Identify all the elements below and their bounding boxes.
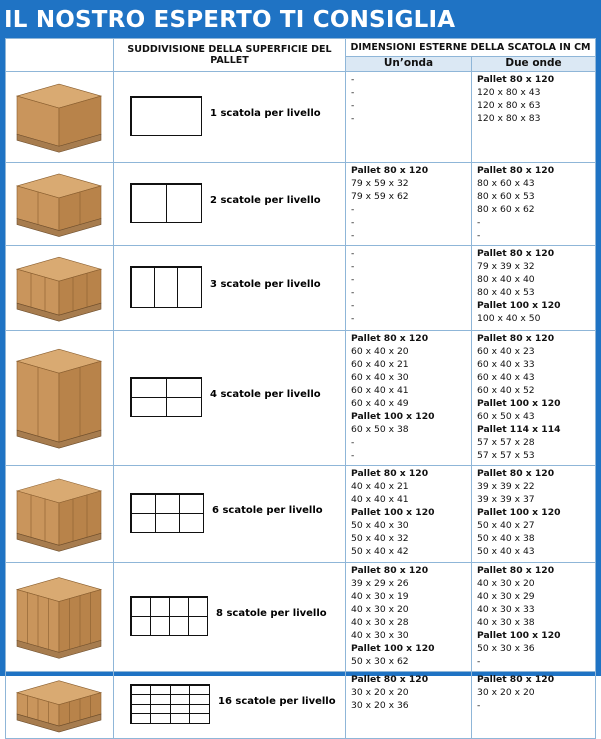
table-row [6, 466, 596, 563]
box-dimension: 79 x 39 x 32 [477, 261, 535, 272]
double-wave-header: Due onde [472, 57, 596, 72]
box-dimension: - [351, 437, 355, 448]
pallet-size-heading: Pallet 100 x 120 [477, 300, 561, 311]
box-dimension: 57 x 57 x 53 [477, 450, 535, 461]
box-dimension: 30 x 20 x 20 [351, 687, 409, 698]
pallet-image [6, 563, 114, 672]
box-dimension: 60 x 40 x 52 [477, 385, 535, 396]
single-wave-values [346, 672, 472, 739]
subdivision-diagram [130, 493, 204, 533]
box-dimension: 80 x 60 x 43 [477, 178, 535, 189]
box-dimension: 39 x 29 x 26 [351, 578, 409, 589]
pallet-image [6, 246, 114, 331]
box-dimension: 40 x 30 x 30 [351, 630, 409, 641]
box-dimension: 40 x 30 x 33 [477, 604, 535, 615]
pallet-image [6, 466, 114, 563]
pallet-size-heading: Pallet 80 x 120 [351, 333, 429, 344]
box-dimension: 100 x 40 x 50 [477, 313, 541, 324]
boxes-per-level-label: 4 scatole per livello [210, 389, 321, 400]
subdivision-cell-box [131, 713, 152, 724]
pallet-size-heading: Pallet 80 x 120 [477, 165, 555, 176]
subdivision-cell [114, 246, 346, 331]
table-row [6, 72, 596, 163]
box-dimension: - [351, 74, 355, 85]
subdivision-cell-box [131, 597, 151, 617]
subdivision-diagram [130, 183, 202, 223]
box-dimension: 50 x 30 x 36 [477, 643, 535, 654]
subdivision-cell-box [169, 616, 189, 636]
box-dimension: 30 x 20 x 36 [351, 700, 409, 711]
box-dimension: - [351, 261, 355, 272]
double-wave-values [472, 563, 596, 672]
pallet-size-heading: Pallet 80 x 120 [477, 565, 555, 576]
subdivision-cell-box [131, 397, 167, 417]
subdivision-cell-box [150, 616, 170, 636]
box-dimension: - [351, 248, 355, 259]
subdivision-cell [114, 672, 346, 739]
pallet-box-icon [6, 163, 112, 241]
double-wave-values [472, 163, 596, 246]
box-dimension: 80 x 60 x 53 [477, 191, 535, 202]
subdivision-cell-box [170, 713, 191, 724]
subdivision-cell [114, 163, 346, 246]
subdivision-cell-box [177, 267, 201, 308]
box-dimension: 40 x 30 x 19 [351, 591, 409, 602]
subdivision-cell-box [150, 713, 171, 724]
subdivision-cell-box [166, 184, 202, 223]
box-dimension: - [351, 274, 355, 285]
box-dimension: - [351, 287, 355, 298]
subdivision-header: SUDDIVISIONE DELLA SUPERFICIE DEL PALLET [114, 39, 346, 72]
subdivision-cell-box [166, 378, 202, 398]
pallet-box-icon [6, 246, 112, 326]
box-dimension: 60 x 40 x 49 [351, 398, 409, 409]
pallet-box-icon [6, 466, 112, 558]
box-dimension: 60 x 40 x 23 [477, 346, 535, 357]
boxes-per-level-label: 1 scatola per livello [210, 108, 321, 119]
pallet-size-heading: Pallet 114 x 114 [477, 424, 561, 435]
pallet-box-icon [6, 672, 112, 734]
subdivision-cell-box [166, 397, 202, 417]
box-dimension: 39 x 39 x 37 [477, 494, 535, 505]
single-wave-values [346, 563, 472, 672]
box-dimension: 79 x 59 x 32 [351, 178, 409, 189]
subdivision-cell-box [131, 378, 167, 398]
page-title: IL NOSTRO ESPERTO TI CONSIGLIA [4, 7, 456, 33]
box-dimension: 60 x 50 x 43 [477, 411, 535, 422]
box-dimension: 79 x 59 x 62 [351, 191, 409, 202]
box-dimension: - [351, 313, 355, 324]
pallet-size-heading: Pallet 100 x 120 [351, 643, 435, 654]
pallet-size-heading: Pallet 100 x 120 [351, 507, 435, 518]
dimensions-header: DIMENSIONI ESTERNE DELLA SCATOLA IN CM [346, 39, 596, 57]
box-dimension: - [351, 100, 355, 111]
subdivision-cell-box [150, 597, 170, 617]
box-dimension: - [351, 450, 355, 461]
header-image-cell [6, 39, 114, 72]
subdivision-cell-box [131, 97, 202, 136]
pallet-size-heading: Pallet 80 x 120 [351, 165, 429, 176]
double-wave-values [472, 672, 596, 739]
pallet-size-heading: Pallet 80 x 120 [477, 333, 555, 344]
box-dimension: 50 x 40 x 27 [477, 520, 535, 531]
subdivision-cell-box [188, 597, 208, 617]
boxes-per-level-label: 3 scatole per livello [210, 279, 321, 290]
pallet-image [6, 331, 114, 466]
single-wave-values [346, 246, 472, 331]
boxes-per-level-label: 2 scatole per livello [210, 195, 321, 206]
pallet-box-icon [6, 72, 112, 158]
box-dimension: 57 x 57 x 28 [477, 437, 535, 448]
box-dimension: 40 x 30 x 29 [477, 591, 535, 602]
single-wave-values [346, 72, 472, 163]
double-wave-values [472, 246, 596, 331]
subdivision-cell [114, 331, 346, 466]
pallet-size-heading: Pallet 80 x 120 [477, 74, 555, 85]
box-dimension: 80 x 60 x 62 [477, 204, 535, 215]
pallet-size-heading: Pallet 80 x 120 [351, 674, 429, 685]
double-wave-values [472, 72, 596, 163]
subdivision-diagram [130, 266, 202, 308]
subdivision-cell-box [169, 597, 189, 617]
pallet-size-heading: Pallet 100 x 120 [477, 630, 561, 641]
box-dimension: 40 x 30 x 20 [351, 604, 409, 615]
box-dimension: - [351, 87, 355, 98]
pallet-size-heading: Pallet 100 x 120 [477, 398, 561, 409]
subdivision-cell-box [179, 494, 204, 514]
box-dimension: 39 x 39 x 22 [477, 481, 535, 492]
subdivision-cell-box [131, 616, 151, 636]
box-dimension: 120 x 80 x 63 [477, 100, 541, 111]
subdivision-cell-box [131, 494, 156, 514]
boxes-per-level-label: 6 scatole per livello [212, 505, 323, 516]
double-wave-values [472, 466, 596, 563]
table-row [6, 563, 596, 672]
box-dimension: - [351, 300, 355, 311]
box-dimension: 60 x 40 x 33 [477, 359, 535, 370]
box-dimension: - [351, 204, 355, 215]
box-dimension: 50 x 40 x 30 [351, 520, 409, 531]
subdivision-cell-box [131, 513, 156, 533]
box-dimension: 120 x 80 x 83 [477, 113, 541, 124]
subdivision-cell [114, 563, 346, 672]
box-dimension: 60 x 40 x 21 [351, 359, 409, 370]
pallet-size-heading: Pallet 80 x 120 [351, 565, 429, 576]
single-wave-values [346, 331, 472, 466]
table-row [6, 163, 596, 246]
subdivision-diagram [130, 684, 210, 724]
subdivision-diagram [130, 596, 208, 636]
box-dimension: 50 x 40 x 42 [351, 546, 409, 557]
subdivision-cell-box [188, 616, 208, 636]
subdivision-cell [114, 72, 346, 163]
table-row [6, 672, 596, 739]
box-dimension: 40 x 30 x 28 [351, 617, 409, 628]
box-dimension: 50 x 40 x 43 [477, 546, 535, 557]
pallet-size-heading: Pallet 80 x 120 [477, 674, 555, 685]
pallet-size-heading: Pallet 80 x 120 [477, 468, 555, 479]
box-dimension: 60 x 40 x 20 [351, 346, 409, 357]
box-dimension: - [351, 113, 355, 124]
single-wave-values [346, 163, 472, 246]
boxes-per-level-label: 8 scatole per livello [216, 608, 327, 619]
box-dimension: 30 x 20 x 20 [477, 687, 535, 698]
pallet-box-icon [6, 331, 112, 461]
box-dimension: - [351, 217, 355, 228]
pallet-size-heading: Pallet 80 x 120 [351, 468, 429, 479]
box-dimension: 60 x 40 x 41 [351, 385, 409, 396]
box-dimension: 60 x 50 x 38 [351, 424, 409, 435]
box-dimension: 50 x 40 x 32 [351, 533, 409, 544]
pallet-size-heading: Pallet 100 x 120 [477, 507, 561, 518]
box-dimension: 80 x 40 x 53 [477, 287, 535, 298]
box-dimension: 40 x 40 x 21 [351, 481, 409, 492]
double-wave-values [472, 331, 596, 466]
subdivision-cell-box [131, 184, 167, 223]
box-dimension: - [477, 230, 481, 241]
boxes-per-level-label: 16 scatole per livello [218, 696, 336, 707]
pallet-size-heading: Pallet 80 x 120 [477, 248, 555, 259]
subdivision-cell-box [131, 267, 155, 308]
subdivision-diagram [130, 96, 202, 136]
single-wave-values [346, 466, 472, 563]
box-dimension: 40 x 30 x 38 [477, 617, 535, 628]
subdivision-cell-box [155, 513, 180, 533]
subdivision-cell-box [189, 713, 210, 724]
box-dimension: 50 x 30 x 62 [351, 656, 409, 667]
box-dimension: - [477, 700, 481, 711]
box-dimension: - [477, 656, 481, 667]
pallet-image [6, 163, 114, 246]
subdivision-cell [114, 466, 346, 563]
subdivision-cell-box [179, 513, 204, 533]
subdivision-cell-box [154, 267, 178, 308]
pallet-image [6, 672, 114, 739]
table-row [6, 331, 596, 466]
box-dimension: - [351, 230, 355, 241]
box-dimension: 80 x 40 x 40 [477, 274, 535, 285]
box-dimension: 40 x 40 x 41 [351, 494, 409, 505]
box-dimension: 60 x 40 x 30 [351, 372, 409, 383]
pallet-image [6, 72, 114, 163]
subdivision-diagram [130, 377, 202, 417]
pallet-size-heading: Pallet 100 x 120 [351, 411, 435, 422]
pallet-box-icon [6, 563, 112, 667]
box-dimension: 50 x 40 x 38 [477, 533, 535, 544]
box-dimension: - [477, 217, 481, 228]
single-wave-header: Un’onda [346, 57, 472, 72]
subdivision-cell-box [155, 494, 180, 514]
box-dimension: 120 x 80 x 43 [477, 87, 541, 98]
table-row [6, 246, 596, 331]
dimension-table [5, 38, 595, 711]
box-dimension: 40 x 30 x 20 [477, 578, 535, 589]
box-dimension: 60 x 40 x 43 [477, 372, 535, 383]
